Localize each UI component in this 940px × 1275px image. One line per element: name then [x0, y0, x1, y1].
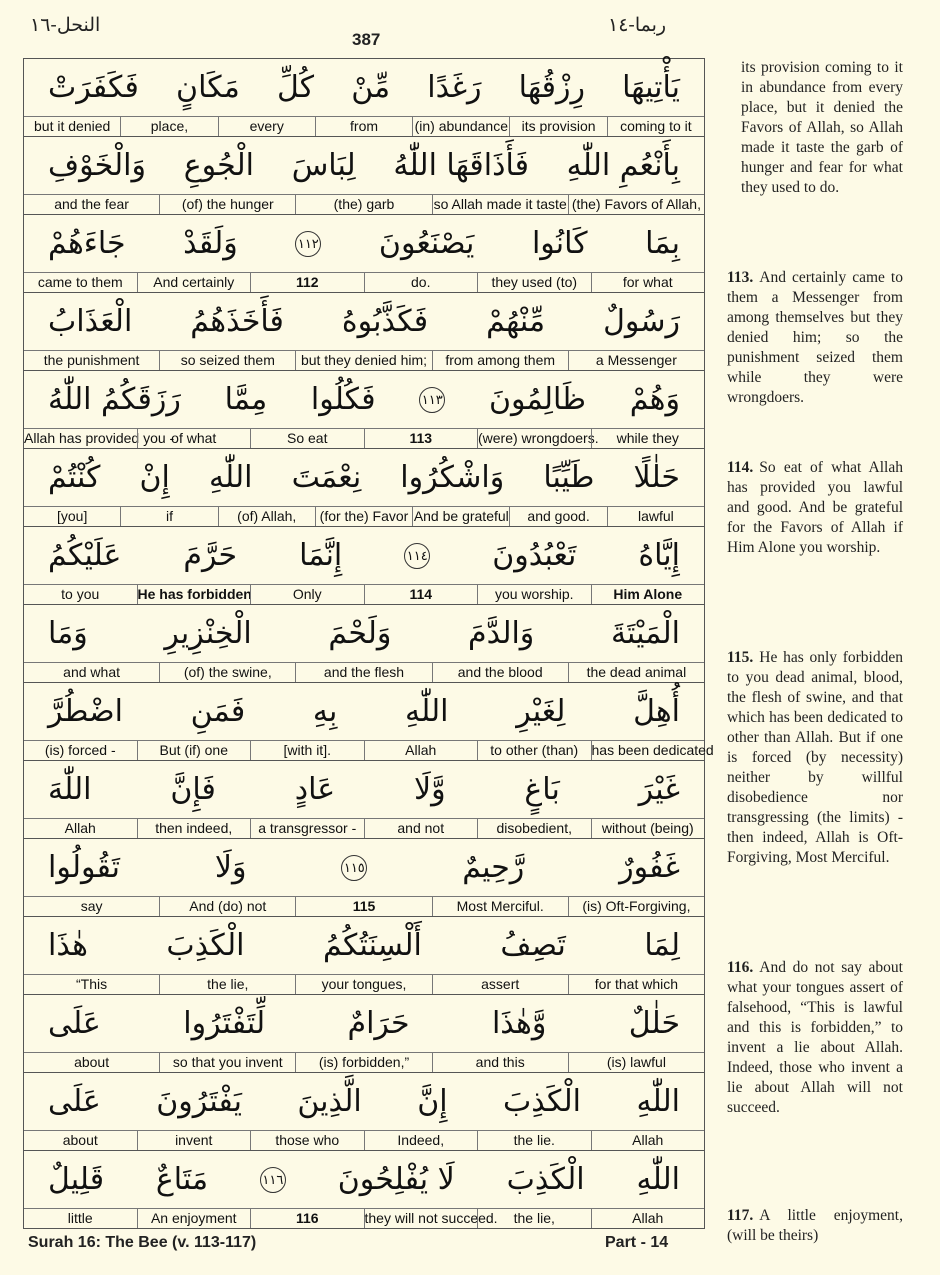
english-gloss: they will not succeed.	[364, 1210, 498, 1226]
verse-number: 116	[250, 1209, 364, 1228]
arabic-word: رَّحِيمٌ	[462, 850, 525, 885]
arabic-line	[24, 215, 704, 273]
english-gloss: from	[315, 117, 412, 136]
english-gloss: for what	[591, 273, 705, 292]
english-gloss: came to them	[37, 274, 123, 290]
arabic-word: فَأَخَذَهُمُ	[190, 304, 284, 339]
english-gloss: little	[67, 1210, 93, 1226]
verse-row	[24, 761, 704, 839]
english-gloss: (of) the hunger	[159, 195, 295, 214]
arabic-word: بِأَنْعُمِ اللّٰهِ	[566, 148, 680, 183]
arabic-word: أَلْسِنَتُكُمُ	[322, 928, 422, 963]
arabic-word: تَقُولُوا	[48, 850, 120, 885]
english-gloss: Allah	[591, 1131, 705, 1150]
english-gloss: the lie,	[159, 975, 295, 994]
english-gloss-line	[24, 1052, 704, 1072]
arabic-word: حَرَامٌ	[347, 1006, 410, 1041]
english-gloss: and the blood	[432, 663, 568, 682]
english-gloss: for that which	[568, 975, 704, 994]
english-gloss: (is) forbidden,”	[295, 1053, 431, 1072]
english-gloss: of what	[137, 429, 251, 448]
arabic-line	[24, 293, 704, 351]
english-gloss: a transgressor -	[250, 819, 364, 838]
arabic-word: مِّنْهُمْ	[486, 304, 546, 339]
verse-row	[24, 1151, 704, 1228]
arabic-line	[24, 59, 704, 117]
english-gloss: and good.	[509, 507, 606, 526]
english-gloss-line	[24, 896, 704, 916]
arabic-word: الْكَذِبَ	[166, 928, 245, 963]
english-gloss-line	[24, 350, 704, 370]
arabic-word: فَأَذَاقَهَا اللّٰهُ	[393, 148, 529, 183]
arabic-word: عَلَى	[48, 1006, 101, 1041]
english-gloss: so that you invent	[159, 1053, 295, 1072]
arabic-line	[24, 995, 704, 1053]
arabic-word: ظَالِمُونَ	[488, 382, 586, 417]
arabic-word: اللّٰهِ	[405, 694, 449, 729]
english-gloss: place,	[120, 117, 217, 136]
verse-row	[24, 137, 704, 215]
english-gloss: disobedient,	[477, 819, 591, 838]
arabic-word: قَلِيلٌ	[48, 1162, 105, 1197]
translation-paragraph	[727, 58, 903, 198]
english-gloss: the dead animal	[568, 663, 704, 682]
english-gloss-line	[24, 1208, 704, 1228]
english-gloss: those who	[250, 1131, 364, 1150]
english-gloss-line	[24, 974, 704, 994]
verse-row	[24, 293, 704, 371]
verse-row	[24, 995, 704, 1073]
arabic-word: فَمَنِ	[190, 694, 246, 729]
english-gloss: But (if) one	[137, 741, 251, 760]
translation-text: And do not say about what your tongues assert of falsehood, “This is lawful and this is forbidden,” to invent a lie about Allah. Indeed, those who invent a lie about Allah will not succeed.	[727, 959, 903, 1116]
verse-row	[24, 605, 704, 683]
english-gloss: lawful	[607, 507, 704, 526]
arabic-word: حَلٰلًا	[633, 460, 680, 495]
english-gloss: So eat	[250, 429, 364, 448]
arabic-word: لِبَاسَ	[291, 148, 356, 183]
arabic-word: الْخِنْزِيرِ	[164, 616, 252, 651]
arabic-word: الَّذِينَ	[297, 1084, 362, 1119]
english-gloss-line	[24, 740, 714, 760]
verse-number: 117.	[727, 1207, 754, 1224]
english-gloss: (the) Favors of Allah,	[568, 195, 704, 214]
english-gloss: the punishment	[43, 352, 140, 368]
arabic-word: تَعْبُدُونَ	[492, 538, 577, 573]
arabic-word: وَالدَّمَ	[468, 616, 535, 651]
english-gloss: every	[218, 117, 315, 136]
arabic-word: وَّهٰذَا	[491, 1006, 547, 1041]
arabic-word: لِّتَفْتَرُوا	[183, 1006, 266, 1041]
english-gloss: while they	[591, 429, 705, 448]
english-gloss: Allah	[64, 820, 96, 836]
english-gloss: they used (to)	[477, 273, 591, 292]
english-gloss-line	[24, 584, 704, 604]
verse-row	[24, 449, 704, 527]
english-gloss: to you	[61, 586, 100, 602]
arabic-word: وَاشْكُرُوا	[400, 460, 505, 495]
ayah-marker: ١١٢	[295, 231, 321, 257]
english-gloss: (is) forced -	[44, 742, 116, 758]
verse-number: 113.	[727, 269, 754, 286]
arabic-word: غَيْرَ	[638, 772, 680, 807]
english-gloss: He has forbidden	[137, 586, 252, 602]
arabic-word: يَأْتِيهَا	[622, 70, 680, 105]
translation-text: So eat of what Allah has provided you lawful and good. And be grateful for the Favors of Allah if Him Alone you worship.	[727, 459, 903, 556]
arabic-word: اللّٰهِ	[636, 1162, 680, 1197]
arabic-word: جَاءَهُمْ	[48, 226, 126, 261]
verse-number: 116.	[727, 959, 754, 976]
arabic-word: طَيِّبًا	[543, 460, 595, 495]
arabic-word: اللّٰهِ	[636, 1084, 680, 1119]
english-gloss: (were) wrongdoers.	[478, 430, 599, 446]
english-gloss: (of) Allah,	[218, 507, 315, 526]
english-gloss-line	[24, 116, 704, 136]
arabic-line	[24, 839, 704, 897]
arabic-word: عَلَى	[48, 1084, 101, 1119]
english-gloss: a Messenger	[568, 351, 704, 370]
arabic-word: وَهُمْ	[629, 382, 680, 417]
arabic-line	[24, 683, 704, 741]
english-gloss: if	[120, 507, 217, 526]
arabic-word: لِغَيْرِ	[516, 694, 566, 729]
page-number: 387	[352, 30, 381, 49]
footer-surah: Surah 16: The Bee (v. 113-117)	[28, 1234, 257, 1251]
arabic-line	[24, 605, 704, 663]
english-gloss: you worship.	[477, 585, 591, 604]
verse-number: 114	[364, 585, 478, 604]
english-gloss: (for the) Favor	[315, 507, 412, 526]
english-gloss: and not	[364, 819, 478, 838]
english-gloss: from among them	[432, 351, 568, 370]
arabic-word: كُنْتُمْ	[48, 460, 101, 495]
arabic-word: مِّنْ	[351, 70, 391, 105]
arabic-word: بَاغٍ	[524, 772, 560, 807]
arabic-word: فَكَذَّبُوهُ	[341, 304, 429, 339]
english-gloss: assert	[432, 975, 568, 994]
arabic-word: عَادٍ	[294, 772, 336, 807]
english-gloss: its provision	[509, 117, 606, 136]
english-gloss: the lie,	[477, 1209, 591, 1228]
verse-row	[24, 215, 704, 293]
arabic-word: وَلَقَدْ	[183, 226, 238, 261]
arabic-word: مِمَّا	[224, 382, 268, 417]
arabic-word: وَلَا	[214, 850, 247, 885]
word-by-word-grid	[23, 58, 714, 1229]
english-gloss: without (being)	[591, 819, 705, 838]
arabic-word: الْمَيْتَةَ	[610, 616, 680, 651]
english-gloss: then indeed,	[137, 819, 251, 838]
english-gloss: “This	[76, 976, 108, 992]
arabic-line	[24, 1073, 704, 1131]
ayah-marker: ١١٦	[260, 1167, 286, 1193]
arabic-word: رَسُولٌ	[603, 304, 680, 339]
verse-number: 112	[250, 273, 364, 292]
english-gloss: Most Merciful.	[432, 897, 568, 916]
arabic-word: وَلَحْمَ	[328, 616, 392, 651]
arabic-word: فَإِنَّ	[170, 772, 216, 807]
english-gloss-line	[24, 818, 704, 838]
english-gloss: And be grateful	[413, 508, 509, 524]
english-gloss: to other (than)	[477, 741, 591, 760]
english-gloss-line	[24, 1130, 704, 1150]
arabic-word: رِزْقُهَا	[518, 70, 585, 105]
arabic-word: إِنَّ	[417, 1084, 448, 1119]
english-gloss: and the fear	[54, 196, 129, 212]
english-gloss-line	[24, 194, 704, 214]
arabic-word: وَمَا	[48, 616, 88, 651]
english-gloss: Indeed,	[364, 1131, 478, 1150]
english-gloss: An enjoyment	[137, 1209, 251, 1228]
english-gloss: but it denied	[34, 118, 111, 134]
english-gloss: invent	[137, 1131, 251, 1150]
arabic-word: أُهِلَّ	[633, 694, 680, 729]
verse-number: 114.	[727, 459, 754, 476]
english-gloss: the lie.	[477, 1131, 591, 1150]
english-gloss: And (do) not	[159, 897, 295, 916]
arabic-word: فَكُلُوا	[310, 382, 376, 417]
arabic-word: مَتَاعٌ	[155, 1162, 209, 1197]
translation-paragraph	[727, 1206, 903, 1246]
arabic-word: إِنَّمَا	[299, 538, 343, 573]
verse-number: 115	[295, 897, 431, 916]
english-gloss: (of) the swine,	[159, 663, 295, 682]
english-gloss: [with it].	[250, 741, 364, 760]
english-gloss: Him Alone	[591, 585, 705, 604]
verse-row	[24, 1073, 704, 1151]
arabic-word: الْجُوعِ	[183, 148, 254, 183]
english-gloss: and what	[63, 664, 120, 680]
english-gloss-line	[24, 506, 704, 526]
english-gloss: say	[80, 898, 103, 914]
english-gloss: but they denied him;	[295, 351, 431, 370]
translation-text: He has only forbidden to you dead animal, blood, the flesh of swine, and that which has been dedicated to other than Allah. But if one is forced (by necessity) neither by willful disobedience nor transgressing (the limits) - then indeed, Allah is Oft-Forgiving, Most Merciful.	[727, 649, 903, 866]
arabic-word: إِيَّاهُ	[638, 538, 680, 573]
arabic-word: رَزَقَكُمُ اللّٰهُ	[48, 382, 181, 417]
verse-row	[24, 917, 704, 995]
arabic-word: رَغَدًا	[427, 70, 482, 105]
translation-text: And certainly came to them a Messenger from among themselves but they denied him; so the punishment seized them while they were wrongdoers.	[727, 269, 903, 406]
arabic-line	[24, 1151, 704, 1209]
arabic-word: وَالْخَوْفِ	[48, 148, 146, 183]
arabic-word: بِهِ	[312, 694, 338, 729]
arabic-word: يَصْنَعُونَ	[378, 226, 475, 261]
english-gloss: Allah has provided you -	[24, 430, 175, 446]
arabic-word: حَلٰلٌ	[628, 1006, 680, 1041]
english-gloss: (the) garb	[295, 195, 431, 214]
arabic-word: تَصِفُ	[500, 928, 566, 963]
arabic-word: لِمَا	[644, 928, 680, 963]
verse-row	[24, 59, 704, 137]
translation-paragraph	[727, 958, 903, 1118]
english-gloss: (is) lawful	[568, 1053, 704, 1072]
arabic-word: وَّلَا	[413, 772, 446, 807]
arabic-word: إِنْ	[139, 460, 170, 495]
arabic-word: هٰذَا	[48, 928, 88, 963]
verse-row	[24, 683, 714, 761]
translation-text: its provision coming to it in abundance from every place, but it denied the Favors of Allah, so Allah made it taste the garb of hunger and fear for what they used to do.	[741, 59, 903, 196]
verse-number: 115.	[727, 649, 754, 666]
footer-part: Part - 14	[605, 1234, 669, 1251]
arabic-word: عَلَيْكُمُ	[48, 538, 122, 573]
english-gloss-line	[24, 428, 704, 448]
arabic-word: اللّٰهِ	[208, 460, 253, 495]
arabic-line	[24, 137, 704, 195]
translation-paragraph	[727, 648, 903, 868]
ayah-marker: ١١٤	[404, 543, 430, 569]
english-gloss-line	[24, 272, 704, 292]
arabic-word: الْكَذِبَ	[506, 1162, 585, 1197]
arabic-word: كَانُوا	[531, 226, 588, 261]
arabic-word: اللّٰهَ	[48, 772, 92, 807]
arabic-line	[24, 917, 704, 975]
english-gloss: (in) abundance	[412, 117, 509, 136]
english-gloss: about	[62, 1132, 98, 1148]
arabic-word: الْعَذَابُ	[48, 304, 133, 339]
arabic-line	[24, 761, 704, 819]
english-gloss: and the flesh	[295, 663, 431, 682]
arabic-word: اضْطُرَّ	[48, 694, 123, 729]
arabic-word: حَرَّمَ	[183, 538, 238, 573]
english-gloss: do.	[364, 273, 478, 292]
english-gloss: Allah	[591, 1209, 705, 1228]
arabic-word: لَا يُفْلِحُونَ	[337, 1162, 455, 1197]
arabic-word: يَفْتَرُونَ	[156, 1084, 242, 1119]
english-gloss: your tongues,	[295, 975, 431, 994]
translation-paragraph	[727, 268, 903, 408]
english-gloss: Only	[250, 585, 364, 604]
english-gloss: And certainly	[137, 273, 251, 292]
english-gloss: [you]	[56, 508, 88, 524]
arabic-word: كُلِّ	[277, 70, 315, 105]
translation-paragraph	[727, 458, 903, 558]
english-gloss: has been dedicated	[591, 742, 714, 758]
verse-row	[24, 527, 704, 605]
english-gloss-line	[24, 662, 704, 682]
english-gloss: about	[74, 1054, 110, 1070]
translation-text: A little enjoyment, (will be theirs)	[727, 1207, 903, 1244]
english-gloss: (is) Oft-Forgiving,	[568, 897, 704, 916]
arabic-word: مَكَانٍ	[176, 70, 240, 105]
arabic-line	[24, 527, 704, 585]
arabic-word: غَفُورٌ	[619, 850, 680, 885]
header-part-arabic: ربما-١٤	[608, 14, 667, 36]
verse-row	[24, 839, 704, 917]
arabic-word: نِعْمَتَ	[291, 460, 362, 495]
header-surah-arabic: النحل-١٦	[30, 14, 101, 36]
arabic-word: فَكَفَرَتْ	[48, 70, 139, 105]
arabic-line	[24, 449, 704, 507]
verse-row	[24, 371, 704, 449]
ayah-marker: ١١٣	[419, 387, 445, 413]
ayah-marker: ١١٥	[341, 855, 367, 881]
arabic-line	[24, 371, 704, 429]
english-gloss: so seized them	[159, 351, 295, 370]
english-gloss: coming to it	[607, 117, 704, 136]
arabic-word: بِمَا	[645, 226, 680, 261]
verse-number: 113	[364, 429, 478, 448]
english-gloss: and this	[432, 1053, 568, 1072]
english-gloss: Allah	[364, 741, 478, 760]
english-gloss: so Allah made it taste	[432, 195, 568, 214]
arabic-word: الْكَذِبَ	[502, 1084, 582, 1119]
